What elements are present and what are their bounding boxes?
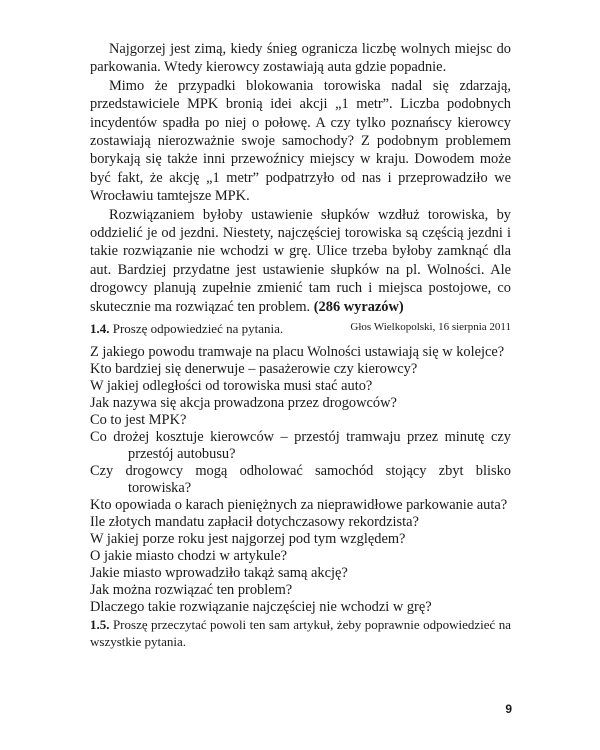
word-count: (286 wyrazów) bbox=[313, 298, 404, 315]
page-number: 9 bbox=[505, 702, 512, 716]
question-item: Czy drogowcy mogą odholować samochód stojący zbyt blisko torowiska? bbox=[90, 463, 511, 496]
question-item: Ile złotych mandatu zapłacił dotychczasowy rekordzista? bbox=[90, 514, 419, 530]
question-item: Kto bardziej się denerwuje – pasażerowie czy kierowcy? bbox=[90, 361, 418, 377]
article-paragraph-1: Najgorzej jest zimą, kiedy śnieg ogranicza liczbę wolnych miejsc do parkowania. Wtedy kierowcy zostawiają auta gdzie popadnie. bbox=[90, 41, 511, 76]
question-item: Co drożej kosztuje kierowców – przestój tramwaju przez minutę czy przestój autobusu? bbox=[90, 429, 511, 462]
task-1-5-instruction: Proszę przeczytać powoli ten sam artykuł, żeby poprawnie odpowiedzieć na wszystkie pytania. bbox=[90, 617, 512, 649]
question-item: Jakie miasto wprowadziło takąż samą akcję? bbox=[90, 565, 348, 581]
task-1-4-number: 1.4. bbox=[90, 321, 110, 336]
question-list bbox=[90, 344, 511, 616]
question-item: Jak nazywa się akcja prowadzona przez drogowców? bbox=[90, 395, 397, 411]
question-item: Co to jest MPK? bbox=[90, 412, 187, 428]
question-item: W jakiej odległości od torowiska musi stać auto? bbox=[90, 378, 373, 394]
question-item: O jakie miasto chodzi w artykule? bbox=[90, 548, 288, 564]
article-paragraph-3: Rozwiązaniem byłoby ustawienie słupków wzdłuż torowiska, by oddzielić je od jezdni. Niestety, najczęściej torowiska są częścią jezdni i takie rozwiązanie nie wchodzi w grę. Ulice trzeba byłoby zamknąć dla aut. Bardziej przydatne jest ustawienie słupków na pl. Wolności. Ale drogowcy planują zupełnie zmienić tam ruch i miejsca postojowe, co skutecznie ma rozwiązać ten problem. (286 wyrazów) bbox=[90, 206, 511, 315]
question-item: Dlaczego takie rozwiązanie najczęściej nie wchodzi w grę? bbox=[90, 599, 432, 615]
question-item: Jak można rozwiązać ten problem? bbox=[90, 582, 293, 598]
task-1-5-number: 1.5. bbox=[90, 617, 110, 632]
task-1-4 bbox=[90, 321, 511, 338]
question-item: Kto opowiada o karach pieniężnych za nieprawidłowe parkowanie auta? bbox=[90, 497, 508, 513]
task-1-4-instruction: Proszę odpowiedzieć na pytania. bbox=[112, 321, 284, 336]
article bbox=[90, 40, 511, 335]
question-item: Z jakiego powodu tramwaje na placu Wolności ustawiają się w kolejce? bbox=[90, 344, 505, 360]
article-paragraph-2: Mimo że przypadki blokowania torowiska nadal się zdarzają, przedstawiciele MPK bronią idei akcji „1 metr”. Liczba podobnych incydentów spadła po niej o połowę. A czy tylko poznańscy kierowcy zostawiają nierozważnie swoje samochody? Z podobnym problemem borykają się także inni przewoźnicy miejscy w kraju. Dowodem może być fakt, że akcję „1 metr” podpatrzyło od nas i przeprowadziło we Wrocławiu tamtejsze MPK. bbox=[90, 77, 511, 205]
article-source: Głos Wielkopolski, 16 sierpnia 2011 bbox=[350, 321, 511, 334]
task-1-5 bbox=[90, 617, 511, 650]
question-item: W jakiej porze roku jest najgorzej pod tym względem? bbox=[90, 531, 406, 547]
